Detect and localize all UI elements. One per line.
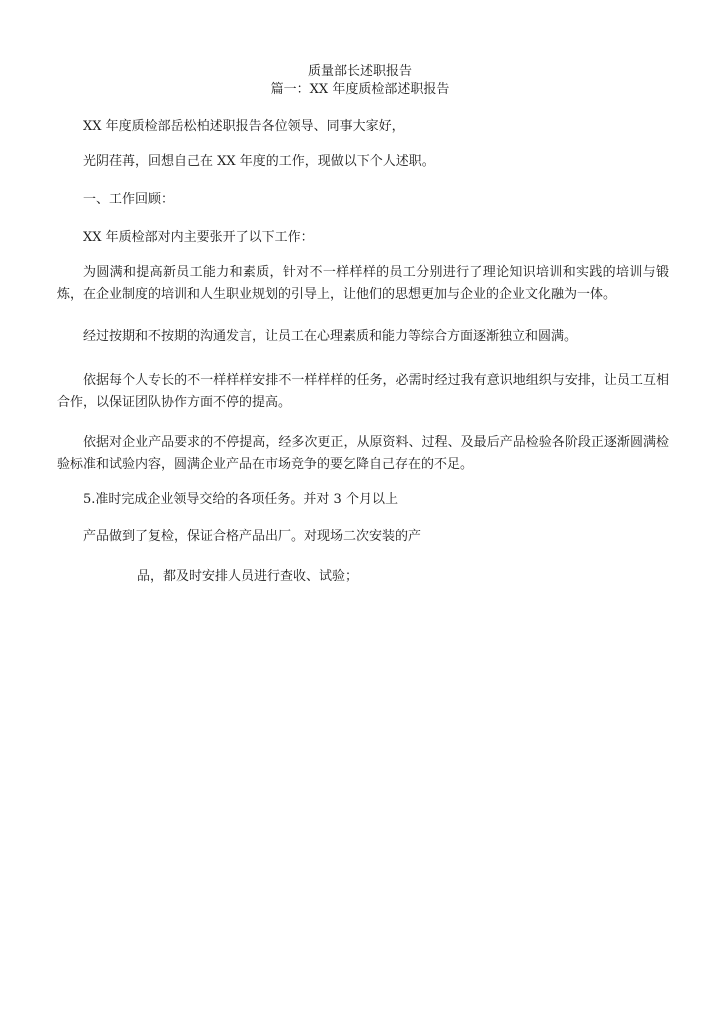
document-subtitle: 篇一：XX 年度质检部述职报告 bbox=[270, 82, 450, 97]
paragraph-quality-standards: 依据对企业产品要求的不停提高，经多次更正，从原资料、过程、及最后产品检验各阶段正逐渐圆满检验标准和试验内容，圆满企业产品在市场竞争的要乞降自己存在的不足。 bbox=[57, 435, 669, 472]
paragraph-acceptance: 品，都及时安排人员进行查收、试验； bbox=[137, 569, 359, 584]
paragraph-training: 为圆满和提高新员工能力和素质，针对不一样样样的员工分别进行了理论知识培训和实践的培训与锻炼，在企业制度的培训和人生职业规划的引导上，让他们的思想更加与企业的企业文化融为一体。 bbox=[57, 265, 669, 302]
paragraph-greeting: XX 年度质检部岳松柏述职报告各位领导、同事大家好， bbox=[83, 119, 405, 134]
paragraph-work-overview: XX 年质检部对内主要张开了以下工作： bbox=[83, 230, 314, 245]
paragraph-reinspection: 产品做到了复检，保证合格产品出厂。对现场二次安装的产 bbox=[83, 529, 422, 544]
paragraph-task-5: 5.准时完成企业领导交给的各项任务。并对 3 个月以上 bbox=[83, 492, 398, 507]
paragraph-intro: 光阴荏苒，回想自己在 XX 年度的工作，现做以下个人述职。 bbox=[83, 154, 435, 169]
document-title: 质量部长述职报告 bbox=[307, 64, 412, 79]
paragraph-teamwork: 依据每个人专长的不一样样样安排不一样样样的任务，必需时经过我有意识地组织与安排，让员工互相合作，以保证团队协作方面不停的提高。 bbox=[57, 373, 669, 410]
paragraph-communication: 经过按期和不按期的沟通发言，让员工在心理素质和能力等综合方面逐渐独立和圆满。 bbox=[83, 329, 578, 344]
section-heading: 一、工作回顾： bbox=[83, 192, 175, 207]
